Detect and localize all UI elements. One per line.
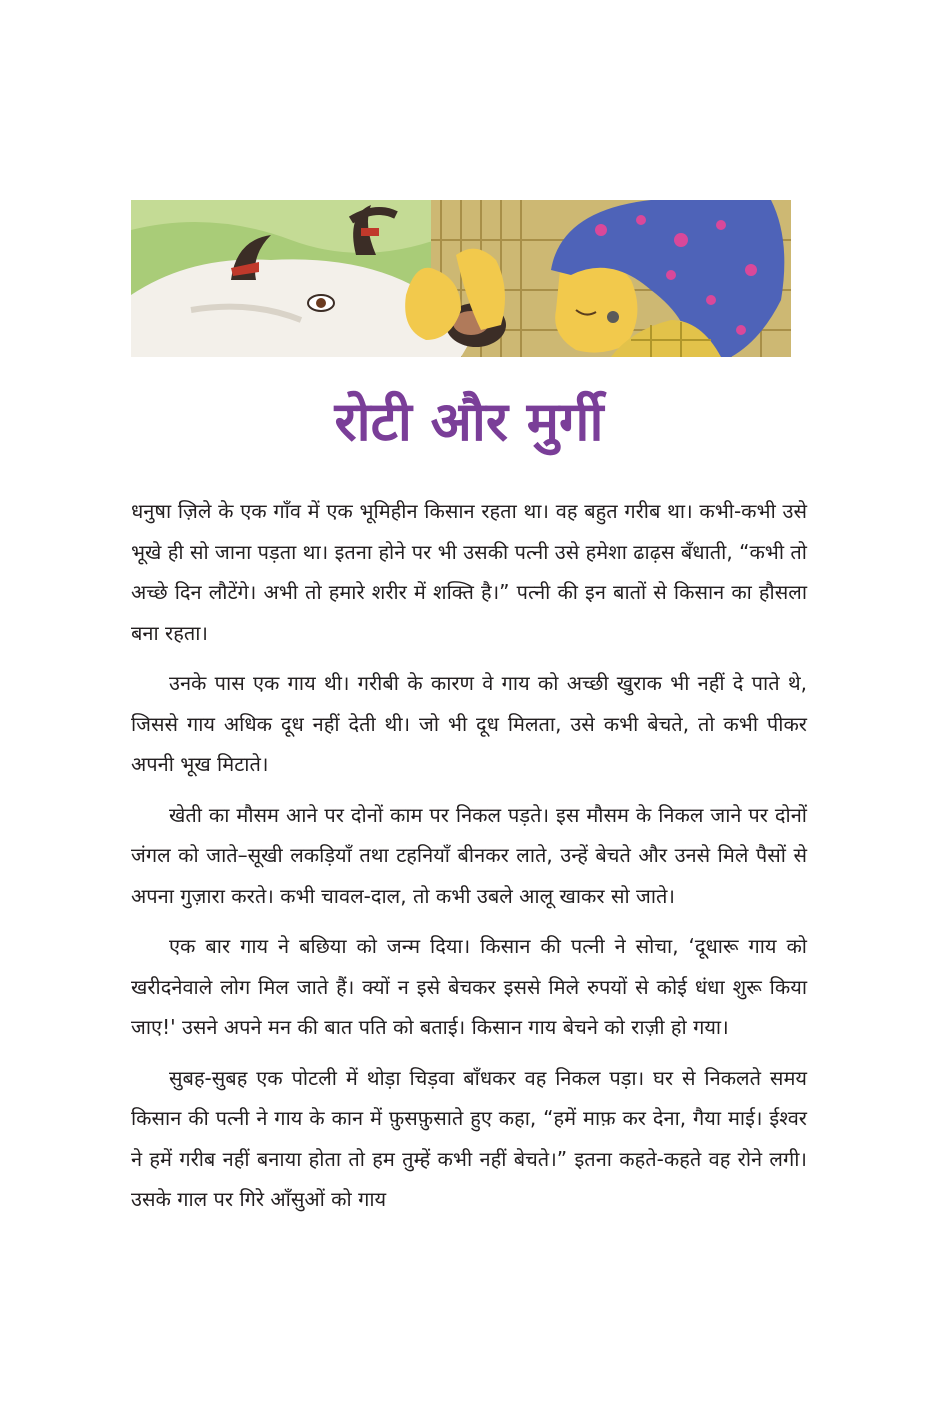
paragraph-3: खेती का मौसम आने पर दोनों काम पर निकल पड़ते। इस मौसम के निकल जाने पर दोनों जंगल को जाते–सूखी लकड़ियाँ तथा टहनियाँ बीनकर लाते, उन्हें बेचते और उनसे मिले पैसों से अपना गुज़ारा करते। कभी चावल-दाल, तो कभी उबले आलू खाकर सो जाते।: [131, 802, 807, 908]
paragraph-4: एक बार गाय ने बछिया को जन्म दिया। किसान की पत्नी ने सोचा, ‘दूधारू गाय को खरीदनेवाले लोग मिल जाते हैं। क्यों न इसे बेचकर इससे मिले रुपयों से कोई धंधा शुरू किया जाए!' उसने अपने मन की बात पति को बताई। किसान गाय बेचने को राज़ी हो गया।: [131, 934, 807, 1039]
cow-and-woman-illustration-icon: [131, 200, 791, 357]
paragraph-5: सुबह-सुबह एक पोटली में थोड़ा चिड़वा बाँधकर वह निकल पड़ा। घर से निकलते समय किसान की पत्नी ने गाय के कान में फ़ुसफ़ुसाते हुए कहा, “हमें माफ़ कर देना, गैया माई। ईश्वर ने हमें गरीब नहीं बनाया होता तो हम तुम्हें कभी नहीं बेचते।” इतना कहते-कहते वह रोने लगी। उसके गाल पर गिरे आँसुओं को गाय: [131, 1065, 807, 1211]
story-body: [131, 491, 807, 1230]
paragraph-1: धनुषा ज़िले के एक गाँव में एक भूमिहीन किसान रहता था। वह बहुत गरीब था। कभी-कभी उसे भूखे ही सो जाना पड़ता था। इतना होने पर भी उसकी पत्नी उसे हमेशा ढाढ़स बँधाती, “कभी तो अच्छे दिन लौटेंगे। अभी तो हमारे शरीर में शक्ति है।” पत्नी की इन बातों से किसान का हौसला बना रहता।: [131, 499, 807, 645]
story-illustration: [131, 200, 791, 357]
page-title: रोटी और मुर्गी: [334, 390, 604, 453]
paragraph-2: उनके पास एक गाय थी। गरीबी के कारण वे गाय को अच्छी खुराक भी नहीं दे पाते थे, जिससे गाय अधिक दूध नहीं देती थी। जो भी दूध मिलता, उसे कभी बेचते, तो कभी पीकर अपनी भूख मिटाते।: [131, 671, 807, 776]
